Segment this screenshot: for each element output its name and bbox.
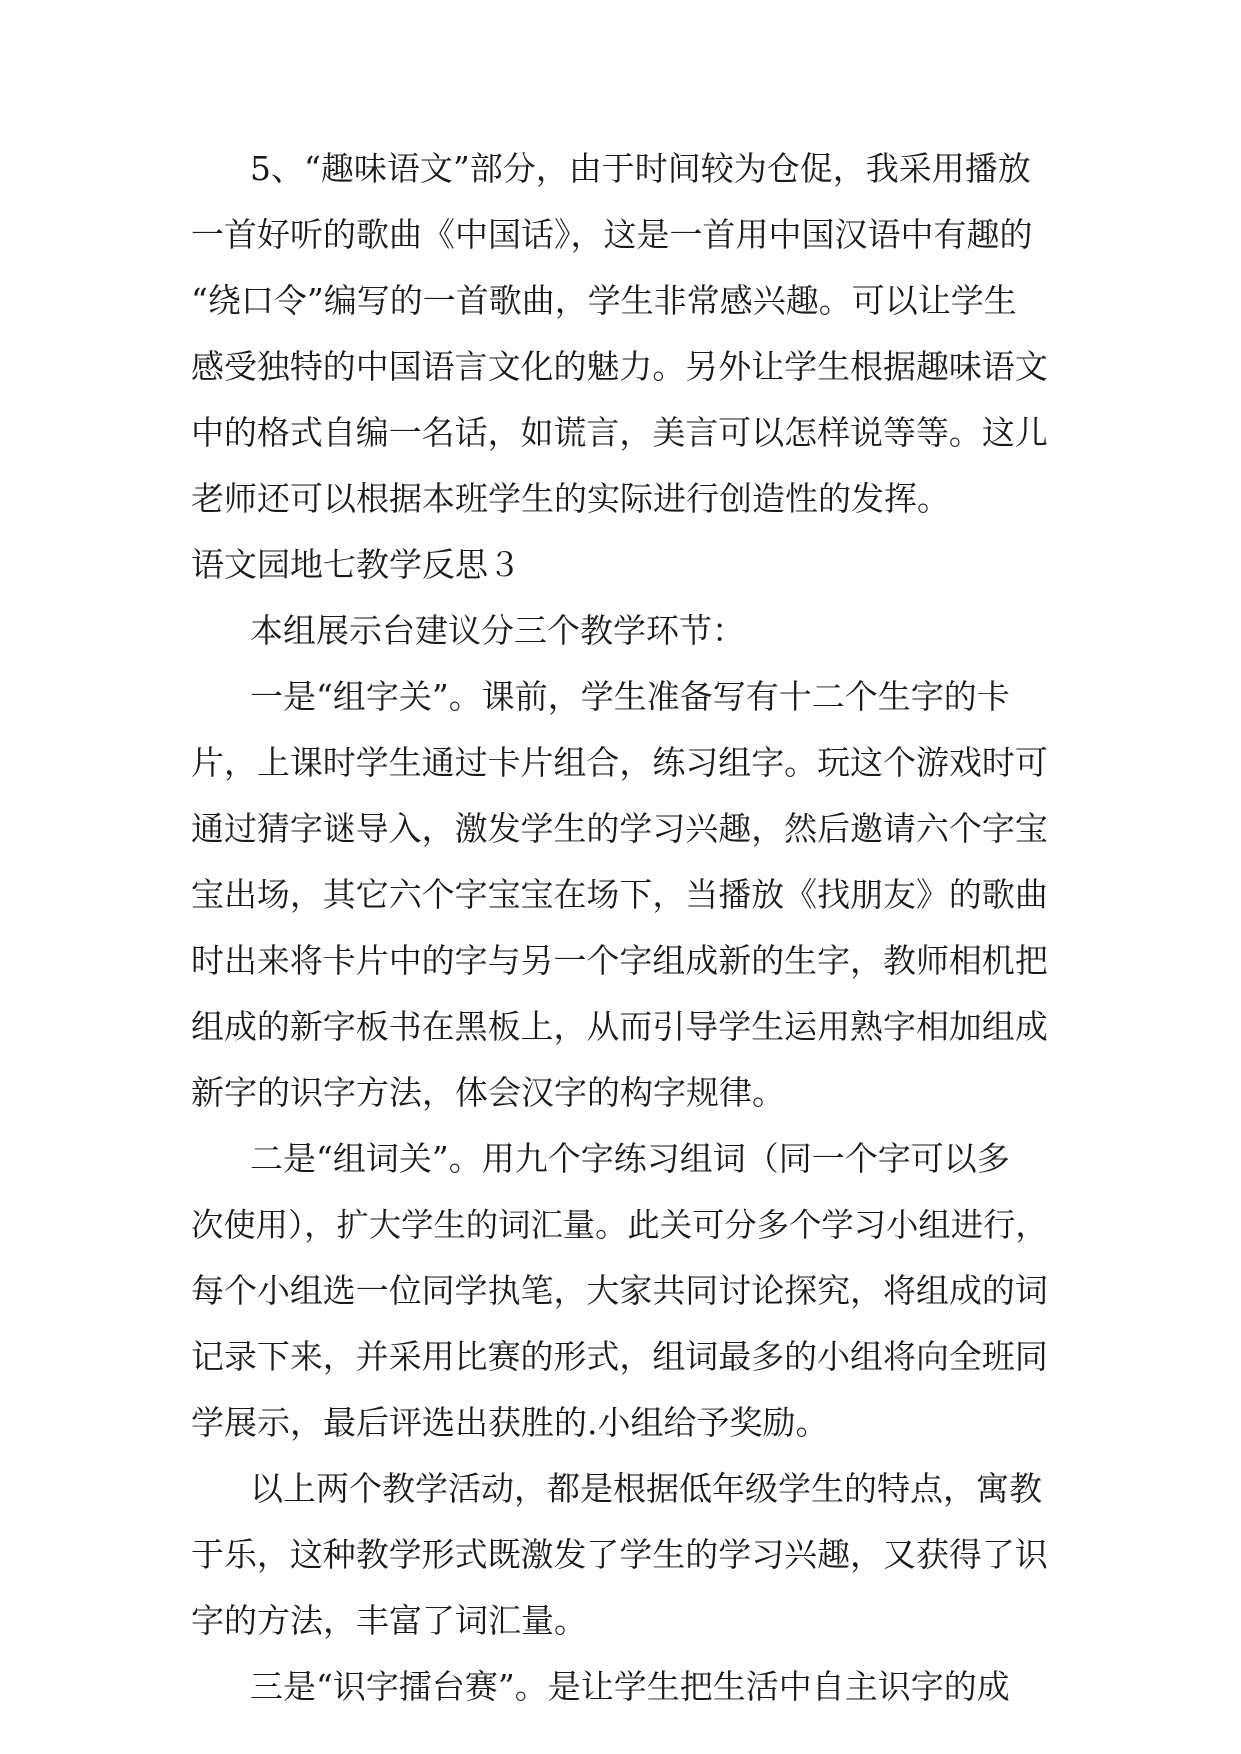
text-line: 记录下来，并采用比赛的形式，组词最多的小组将向全班同	[191, 1337, 1048, 1376]
text-line: 一首好听的歌曲《中国话》，这是一首用中国汉语中有趣的	[191, 215, 1033, 254]
text-line: 组成的新字板书在黑板上，从而引导学生运用熟字相加组成	[191, 1007, 1048, 1046]
text-line: 每个小组选一位同学执笔，大家共同讨论探究，将组成的词	[191, 1271, 1048, 1310]
text-line: 5、“趣味语文”部分，由于时间较为仓促，我采用播放	[250, 149, 1031, 188]
text-line: 字的方法，丰富了词汇量。	[191, 1601, 587, 1640]
text-line: 中的格式自编一名话，如谎言，美言可以怎样说等等。这儿	[191, 413, 1048, 452]
text-line: 时出来将卡片中的字与另一个字组成新的生字，教师相机把	[191, 941, 1048, 980]
text-line: “绕口令”编写的一首歌曲，学生非常感兴趣。可以让学生	[191, 281, 1017, 320]
text-line: 于乐，这种教学形式既激发了学生的学习兴趣，又获得了识	[191, 1535, 1048, 1574]
section-heading: 语文园地七教学反思３	[191, 545, 521, 584]
text-line: 片，上课时学生通过卡片组合，练习组字。玩这个游戏时可	[191, 743, 1048, 782]
text-line: 三是“识字擂台赛”。是让学生把生活中自主识字的成	[250, 1667, 1010, 1706]
text-line: 二是“组词关”。用九个字练习组词（同一个字可以多	[250, 1139, 1010, 1178]
text-line: 老师还可以根据本班学生的实际进行创造性的发挥。	[191, 479, 950, 518]
text-line: 感受独特的中国语言文化的魅力。另外让学生根据趣味语文	[191, 347, 1048, 386]
text-line: 次使用），扩大学生的词汇量。此关可分多个学习小组进行，	[191, 1206, 1048, 1244]
text-line: 一是“组字关”。课前，学生准备写有十二个生字的卡	[250, 677, 1010, 716]
text-line: 通过猜字谜导入，激发学生的学习兴趣，然后邀请六个字宝	[191, 809, 1048, 848]
text-line: 新字的识字方法，体会汉字的构字规律。	[191, 1073, 785, 1112]
text-line: 宝出场，其它六个字宝宝在场下，当播放《找朋友》的歌曲	[191, 875, 1048, 914]
text-line: 本组展示台建议分三个教学环节：	[250, 611, 745, 650]
text-line: 以上两个教学活动，都是根据低年级学生的特点，寓教	[250, 1469, 1042, 1508]
text-line: 学展示，最后评选出获胜的.小组给予奖励。	[191, 1403, 829, 1442]
